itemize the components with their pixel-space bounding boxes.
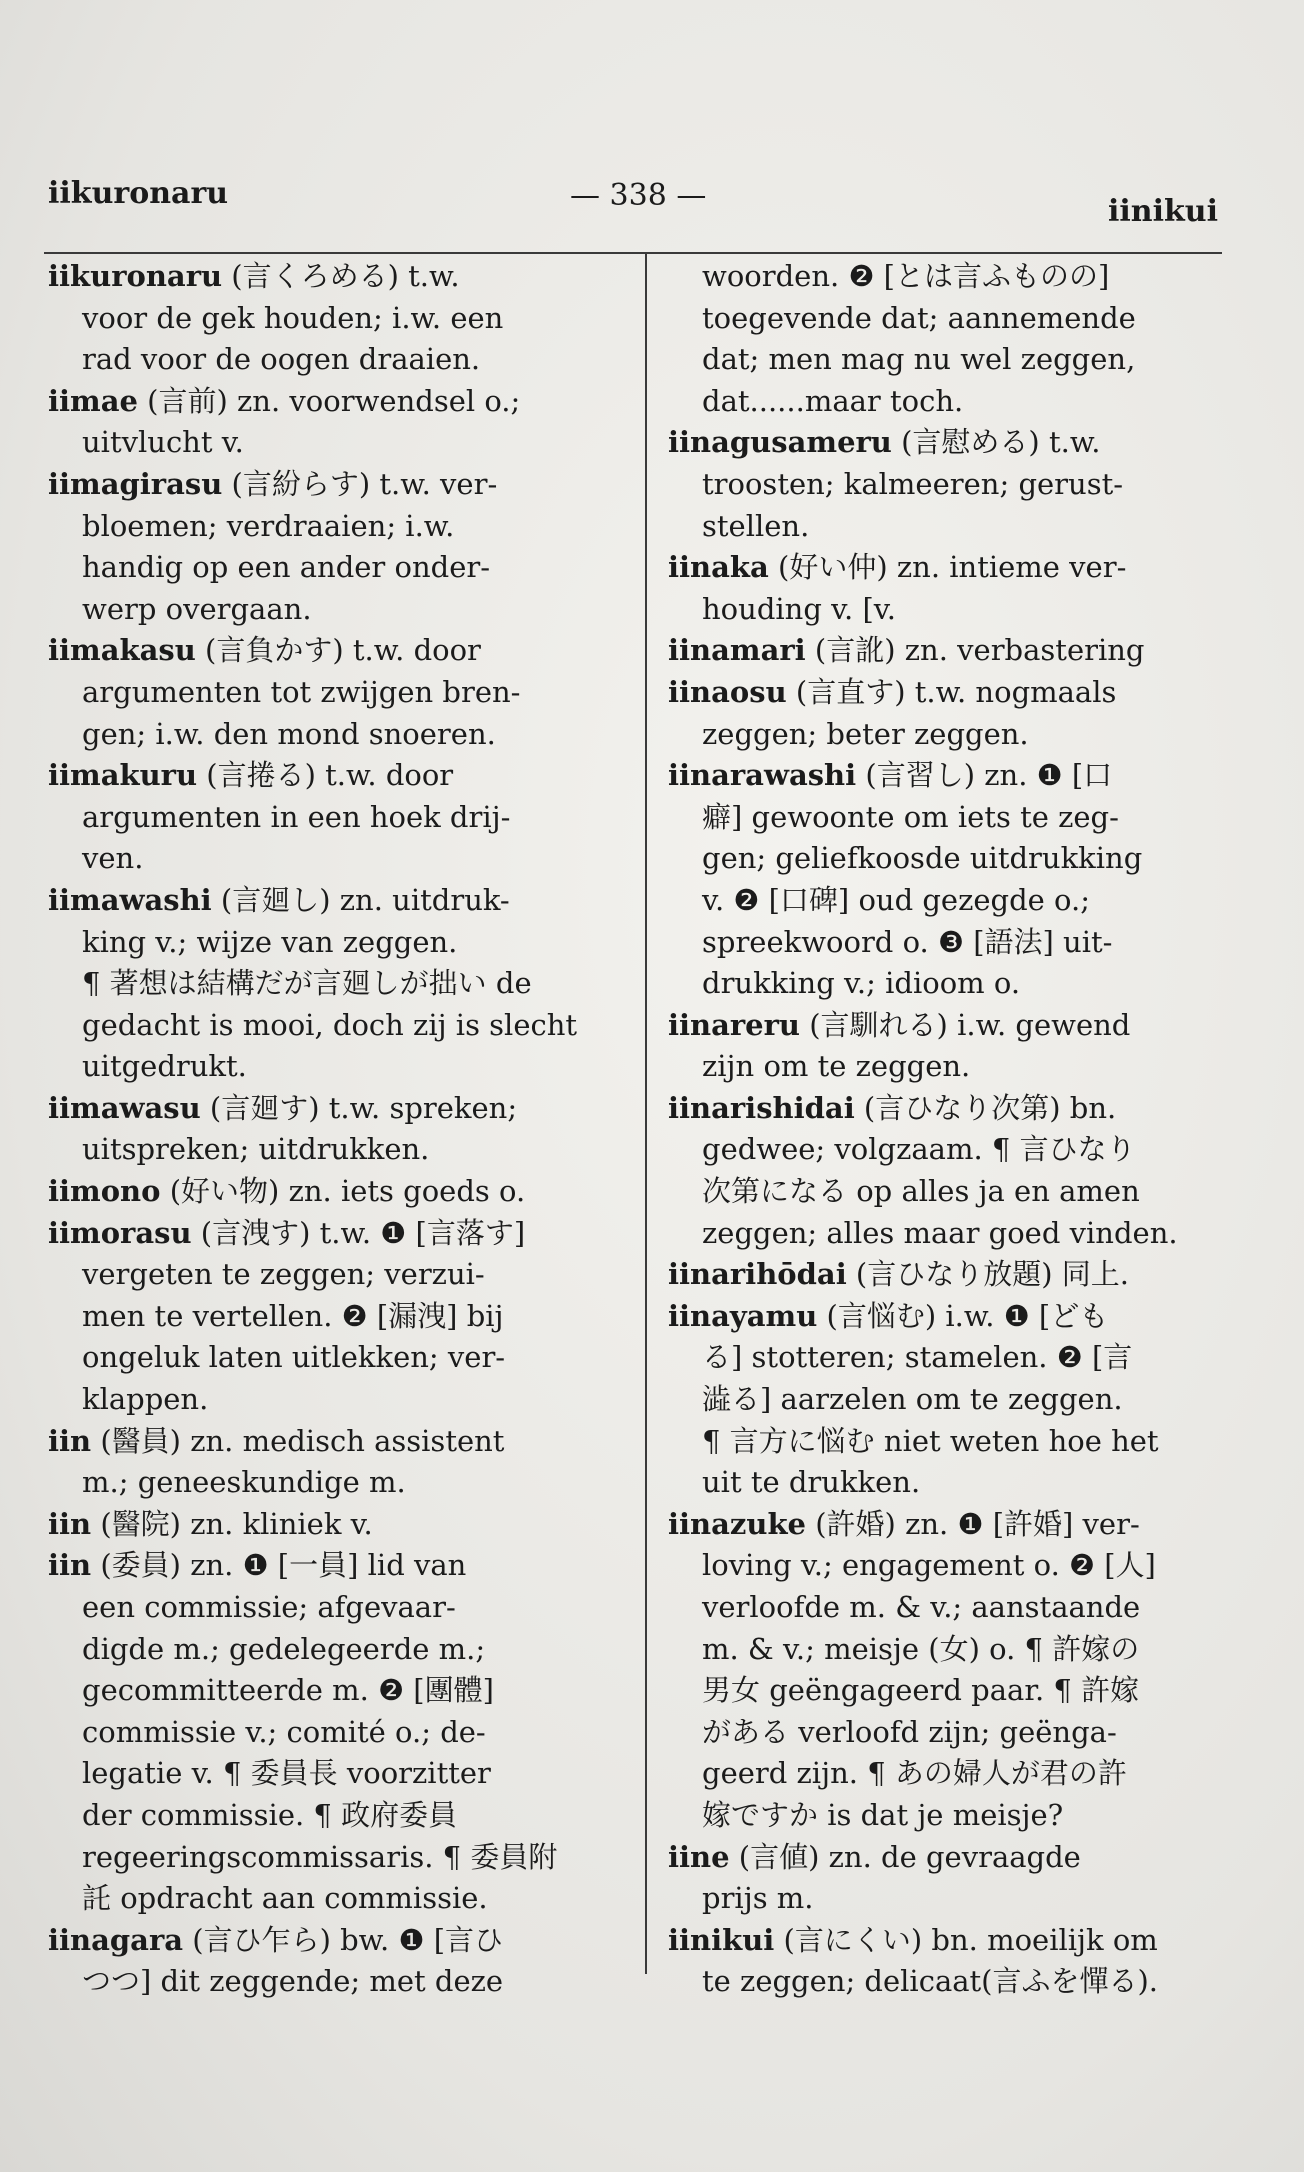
headword: iimorasu: [48, 1215, 192, 1250]
header-rule: [44, 252, 1222, 254]
entry-headword-line: iin (醫院) zn. kliniek v.: [48, 1506, 373, 1541]
entry-text-line: dat......maar toch.: [702, 383, 964, 418]
entry-text-line: ven.: [82, 841, 144, 876]
headword: iinazuke: [668, 1506, 807, 1541]
headword: iinaka: [668, 550, 769, 585]
entry-headword-line: iinarawashi (言習し) zn. ❶ [口: [668, 758, 1113, 793]
entry-headword-line: iimono (好い物) zn. iets goeds o.: [48, 1174, 526, 1209]
headword: iinaosu: [668, 674, 787, 709]
entry-text-line: m.; geneeskundige m.: [82, 1465, 406, 1500]
entry-headword-line: iinaosu (言直す) t.w. nogmaals: [668, 674, 1117, 709]
entry-headword-line: iimakasu (言負かす) t.w. door: [48, 633, 481, 668]
entry-text-line: 託 opdracht aan commissie.: [82, 1881, 488, 1916]
entry-text-line: uit te drukken.: [702, 1465, 921, 1500]
entry-text-line: ongeluk laten uitlekken; ver-: [82, 1340, 506, 1375]
entry-headword-line: iine (言値) zn. de gevraagde: [668, 1839, 1081, 1874]
entry-text-line: regeeringscommissaris. ¶ 委員附: [82, 1839, 558, 1874]
entry-text-line: rad voor de oogen draaien.: [82, 342, 481, 377]
entry-text-line: geerd zijn. ¶ あの婦人が君の許: [702, 1756, 1127, 1791]
column-divider: [645, 252, 647, 1974]
headword: iinagara: [48, 1922, 184, 1957]
entry-text-line: zeggen; beter zeggen.: [702, 716, 1029, 751]
entry-text-line: 澁る] aarzelen om te zeggen.: [702, 1382, 1123, 1417]
entry-text-line: 癖] gewoonte om iets te zeg-: [702, 799, 1119, 834]
entry-headword-line: iimorasu (言洩す) t.w. ❶ [言落す]: [48, 1215, 526, 1250]
headword: iinarawashi: [668, 758, 857, 793]
headword: iinayamu: [668, 1298, 818, 1333]
entry-text-line: uitvlucht v.: [82, 425, 244, 460]
entry-text-line: uitspreken; uitdrukken.: [82, 1132, 430, 1167]
running-head: [0, 172, 1304, 229]
entry-text-line: uitgedrukt.: [82, 1049, 247, 1084]
entry-headword-line: iimawashi (言廻し) zn. uitdruk-: [48, 882, 510, 917]
entry-text-line: legatie v. ¶ 委員長 voorzitter: [82, 1756, 491, 1791]
headword: iimawasu: [48, 1090, 201, 1125]
entry-text-line: te zeggen; delicaat(言ふを憚る).: [702, 1964, 1159, 1999]
entry-headword-line: iinarihōdai (言ひなり放題) 同上.: [668, 1257, 1130, 1292]
entry-text-line: vergeten te zeggen; verzui-: [82, 1257, 485, 1292]
headword: iin: [48, 1506, 92, 1541]
headword: iimae: [48, 383, 138, 418]
entry-headword-line: iinagara (言ひ乍ら) bw. ❶ [言ひ: [48, 1922, 504, 1957]
entry-text-line: gedacht is mooi, doch zij is slecht: [82, 1007, 578, 1042]
entry-text-line: m. & v.; meisje (女) o. ¶ 許嫁の: [702, 1631, 1140, 1666]
headword: iinikui: [668, 1922, 775, 1957]
entry-headword-line: iin (醫員) zn. medisch assistent: [48, 1423, 505, 1458]
headword: iinarishidai: [668, 1090, 855, 1125]
entry-headword-line: iinayamu (言悩む) i.w. ❶ [ども: [668, 1298, 1109, 1333]
entry-text-line: dat; men mag nu wel zeggen,: [702, 342, 1136, 377]
entry-text-line: een commissie; afgevaar-: [82, 1590, 456, 1624]
entry-text-line: gedwee; volgzaam. ¶ 言ひなり: [702, 1132, 1136, 1167]
left-column: [48, 256, 620, 2003]
entry-text-line: werp overgaan.: [82, 591, 312, 626]
entry-headword-line: iimae (言前) zn. voorwendsel o.;: [48, 383, 521, 418]
entry-text-line: gen; geliefkoosde uitdrukking: [702, 841, 1143, 876]
headword: iimakuru: [48, 758, 198, 793]
entry-text-line: がある verloofd zijn; geënga-: [702, 1714, 1117, 1749]
headword: iine: [668, 1839, 730, 1874]
entry-headword-line: iimagirasu (言紛らす) t.w. ver-: [48, 466, 498, 501]
headword: iimawashi: [48, 882, 212, 917]
entry-headword-line: iimawasu (言廻す) t.w. spreken;: [48, 1090, 518, 1125]
entry-text-line: gecommitteerde m. ❷ [團體]: [82, 1673, 494, 1708]
right-column: [668, 256, 1226, 2003]
headword: iimagirasu: [48, 466, 223, 501]
headword: iinarihōdai: [668, 1257, 847, 1292]
entry-text-line: 次第になる op alles ja en amen: [702, 1174, 1140, 1209]
entry-text-line: spreekwoord o. ❸ [語法] uit-: [702, 924, 1113, 959]
entry-text-line: bloemen; verdraaien; i.w.: [82, 508, 455, 543]
headword: iimakasu: [48, 633, 196, 668]
entry-text-line: commissie v.; comité o.; de-: [82, 1714, 486, 1749]
entry-text-line: ¶ 言方に悩む niet weten hoe het: [702, 1423, 1159, 1458]
entry-text-line: gen; i.w. den mond snoeren.: [82, 716, 496, 751]
entry-text-line: argumenten in een hoek drij-: [82, 799, 511, 834]
headword: iinamari: [668, 633, 806, 668]
entry-text-line: king v.; wijze van zeggen.: [82, 924, 458, 959]
entry-headword-line: iinaka (好い仲) zn. intieme ver-: [668, 550, 1127, 585]
entry-text-line: prijs m.: [702, 1881, 814, 1916]
entry-text-line: 嫁ですか is dat je meisje?: [702, 1797, 1064, 1832]
entry-text-line: v. ❷ [口碑] oud gezegde o.;: [702, 882, 1090, 917]
entry-text-line: loving v.; engagement o. ❷ [人]: [702, 1548, 1156, 1583]
headword: iikuronaru: [48, 259, 223, 293]
entry-text-line: drukking v.; idioom o.: [702, 966, 1021, 1001]
entry-text-line: stellen.: [702, 508, 810, 543]
entry-headword-line: iinazuke (許婚) zn. ❶ [許婚] ver-: [668, 1506, 1140, 1541]
entry-text-line: woorden. ❷ [とは言ふものの]: [702, 259, 1110, 293]
entry-headword-line: iimakuru (言捲る) t.w. door: [48, 758, 454, 793]
headword: iin: [48, 1548, 92, 1583]
entry-text-line: toegevende dat; aannemende: [702, 300, 1136, 335]
running-head-first-entry: iikuronaru: [48, 176, 229, 211]
entry-text-line: voor de gek houden; i.w. een: [82, 300, 504, 335]
entry-text-line: 男女 geëngageerd paar. ¶ 許嫁: [702, 1673, 1140, 1708]
headword: iinareru: [668, 1007, 801, 1042]
entry-text-line: る] stotteren; stamelen. ❷ [言: [702, 1340, 1133, 1375]
headword: iinagusameru: [668, 425, 892, 460]
entry-text-line: つつ] dit zeggende; met deze: [82, 1964, 504, 1999]
entry-text-line: troosten; kalmeeren; gerust-: [702, 466, 1124, 501]
entry-text-line: argumenten tot zwijgen bren-: [82, 674, 521, 709]
running-head-last-entry: iinikui: [1108, 194, 1218, 229]
entry-headword-line: iikuronaru (言くろめる) t.w.: [48, 259, 460, 293]
entry-text-line: men te vertellen. ❷ [漏洩] bij: [82, 1298, 504, 1333]
headword: iimono: [48, 1174, 161, 1209]
entry-text-line: der commissie. ¶ 政府委員: [82, 1797, 458, 1832]
page-number: — 338 —: [570, 178, 707, 213]
entry-text-line: klappen.: [82, 1382, 209, 1417]
entry-headword-line: iinarishidai (言ひなり次第) bn.: [668, 1090, 1117, 1125]
entry-text-line: handig op een ander onder-: [82, 550, 491, 585]
entry-text-line: verloofde m. & v.; aanstaande: [702, 1590, 1141, 1624]
headword: iin: [48, 1423, 92, 1458]
entry-headword-line: iinikui (言にくい) bn. moeilijk om: [668, 1922, 1158, 1957]
entry-headword-line: iinamari (言訛) zn. verbastering: [668, 633, 1145, 668]
entry-text-line: ¶ 著想は結構だが言廻しが拙い de: [82, 966, 532, 1001]
entry-text-line: digde m.; gedelegeerde m.;: [82, 1631, 486, 1666]
entry-text-line: zijn om te zeggen.: [702, 1049, 971, 1084]
entry-text-line: houding v. [v.: [702, 591, 896, 626]
entry-text-line: zeggen; alles maar goed vinden.: [702, 1215, 1178, 1250]
entry-headword-line: iinareru (言馴れる) i.w. gewend: [668, 1007, 1131, 1042]
entry-headword-line: iinagusameru (言慰める) t.w.: [668, 425, 1101, 460]
entry-headword-line: iin (委員) zn. ❶ [一員] lid van: [48, 1548, 467, 1583]
